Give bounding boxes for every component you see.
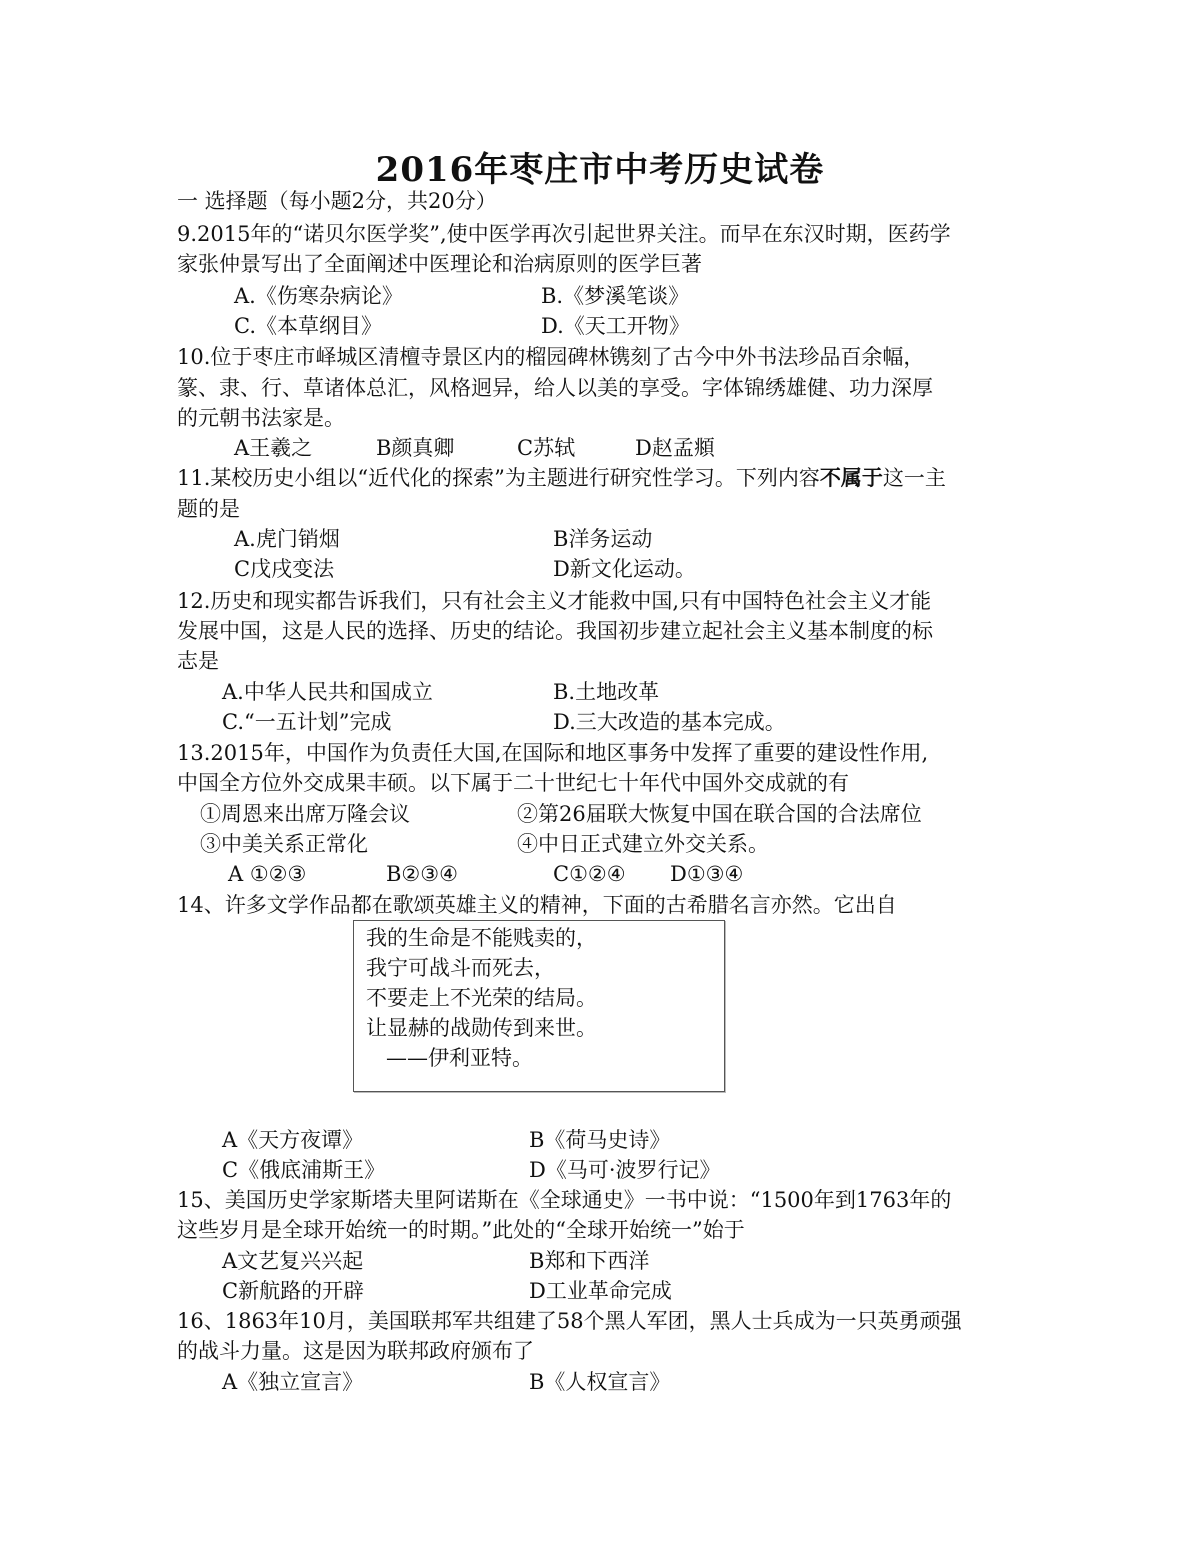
quote-attribution: ——伊利亚特。 (386, 1046, 533, 1070)
option-c: C①②④ (553, 862, 626, 886)
option-b: B《人权宣言》 (529, 1370, 671, 1394)
option-c: C《俄底浦斯王》 (222, 1158, 386, 1182)
option-a: A.《伤寒杂病论》 (234, 284, 403, 308)
question-stem: 家张仲景写出了全面阐述中医理论和治病原则的医学巨著 (177, 252, 702, 276)
option-a: A《天方夜谭》 (222, 1128, 364, 1152)
option-a: A.中华人民共和国成立 (222, 680, 433, 704)
option-a: A ①②③ (228, 862, 307, 886)
option-c: C苏轼 (517, 436, 576, 460)
option-b: B洋务运动 (553, 527, 653, 551)
option-d: D赵孟頫 (635, 436, 715, 460)
statement-4: ④中日正式建立外交关系。 (517, 832, 769, 856)
option-d: D新文化运动。 (553, 557, 696, 581)
option-a: A.虎门销烟 (234, 527, 340, 551)
quote-line: 让显赫的战勋传到来世。 (366, 1016, 597, 1040)
question-stem: 15、美国历史学家斯塔夫里阿诺斯在《全球通史》一书中说：“1500年到1763年的 (177, 1188, 952, 1212)
question-stem: 9.2015年的“诺贝尔医学奖”,使中医学再次引起世界关注。而早在东汉时期，医药学 (177, 222, 951, 246)
statement-1: ①周恩来出席万隆会议 (200, 802, 410, 826)
statement-2: ②第26届联大恢复中国在联合国的合法席位 (517, 802, 922, 826)
option-a: A《独立宣言》 (222, 1370, 364, 1394)
question-stem: 发展中国，这是人民的选择、历史的结论。我国初步建立起社会主义基本制度的标 (177, 619, 933, 643)
option-d: D工业革命完成 (529, 1279, 672, 1303)
quote-line: 我宁可战斗而死去， (366, 956, 555, 980)
option-d: D.《天工开物》 (541, 314, 690, 338)
exam-title: 2016年枣庄市中考历史试卷 (375, 150, 825, 190)
stem-text: 这一主 (882, 466, 946, 490)
question-stem: 16、1863年10月，美国联邦军共组建了58个黑人军团，黑人士兵成为一只英勇顽强 (177, 1309, 962, 1333)
option-b: B颜真卿 (376, 436, 455, 460)
question-stem: 中国全方位外交成果丰硕。以下属于二十世纪七十年代中国外交成就的有 (177, 771, 849, 795)
question-stem: 的元朝书法家是。 (177, 406, 345, 430)
question-stem (177, 463, 946, 493)
question-stem: 这些岁月是全球开始统一的时期。”此处的“全球开始统一”始于 (177, 1218, 745, 1242)
question-stem: 志是 (177, 649, 219, 673)
option-b: B.《梦溪笔谈》 (541, 284, 690, 308)
option-b: B.土地改革 (553, 680, 660, 704)
option-a: A文艺复兴兴起 (222, 1249, 364, 1273)
question-stem: 13.2015年，中国作为负责任大国,在国际和地区事务中发挥了重要的建设性作用, (177, 741, 929, 765)
quote-line: 我的生命是不能贱卖的， (366, 926, 597, 950)
emphasis-text: 不属于 (819, 465, 883, 490)
option-d: D《马可·波罗行记》 (529, 1158, 721, 1182)
option-c: C.《本草纲目》 (234, 314, 382, 338)
question-stem: 题的是 (177, 497, 240, 521)
option-c: C.“一五计划”完成 (222, 710, 392, 734)
section-heading: 一 选择题（每小题2分，共20分） (177, 189, 497, 213)
option-b: B郑和下西洋 (529, 1249, 650, 1273)
question-stem: 12.历史和现实都告诉我们，只有社会主义才能救中国,只有中国特色社会主义才能 (177, 589, 932, 613)
option-b: B《荷马史诗》 (529, 1128, 671, 1152)
statement-3: ③中美关系正常化 (200, 832, 368, 856)
option-c: C新航路的开辟 (222, 1279, 365, 1303)
quote-box (353, 920, 725, 1092)
question-stem: 篆、隶、行、草诸体总汇，风格迥异，给人以美的享受。字体锦绣雄健、功力深厚 (177, 376, 933, 400)
option-d: D①③④ (670, 862, 744, 886)
option-b: B②③④ (386, 862, 458, 886)
question-stem: 10.位于枣庄市峄城区清檀寺景区内的榴园碑林镌刻了古今中外书法珍品百余幅， (177, 345, 925, 369)
quote-line: 不要走上不光荣的结局。 (366, 986, 597, 1010)
stem-text: 11.某校历史小组以“近代化的探索”为主题进行研究性学习。下列内容 (177, 466, 820, 490)
option-d: D.三大改造的基本完成。 (553, 710, 786, 734)
option-a: A王羲之 (234, 436, 313, 460)
option-c: C戊戌变法 (234, 557, 335, 581)
question-stem: 14、许多文学作品都在歌颂英雄主义的精神，下面的古希腊名言亦然。它出自 (177, 893, 897, 917)
question-stem: 的战斗力量。这是因为联邦政府颁布了 (177, 1339, 534, 1363)
